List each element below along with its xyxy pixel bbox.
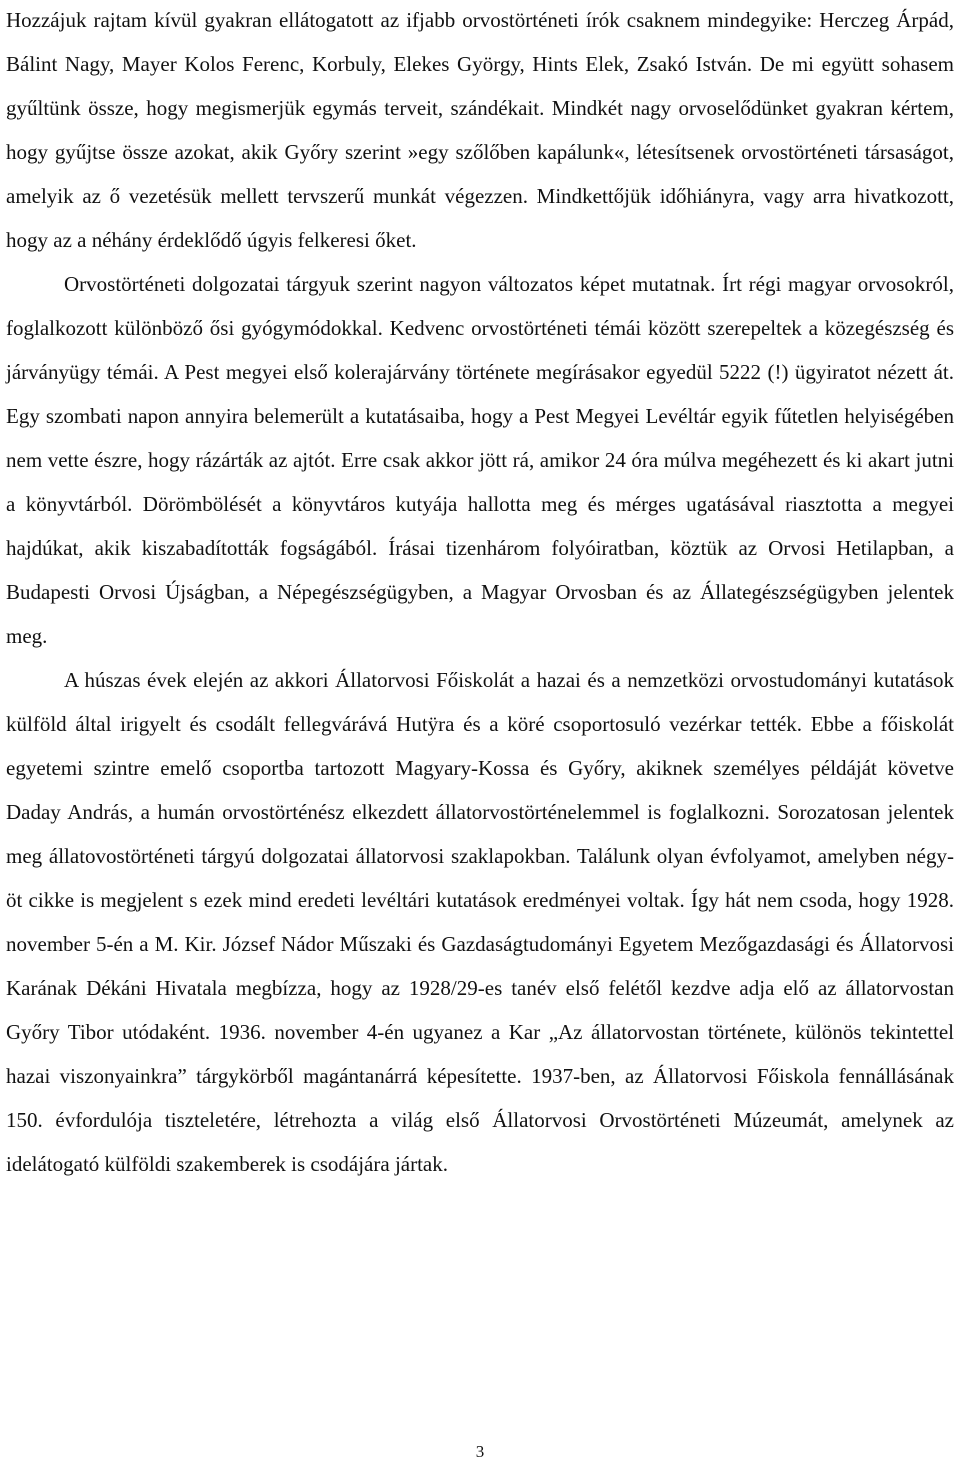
paragraph-3: A húszas évek elején az akkori Állatorvosi Főiskolát a hazai és a nemzetközi orvostudományi kutatások külföld által irigyelt és csodált fellegvárává Hutÿra és a köré csoportosuló vezérkar tették. Ebbe a főiskolát egyetemi szintre emelő csoportba tartozott Magyary-Kossa és Győry, akiknek személyes példáját követve Daday András, a humán orvostörténész elkezdett állatorvostörténelemmel is foglalkozni. Sorozatosan jelentek meg állatovostörténeti tárgyú dolgozatai állatorvosi szaklapokban. Találunk olyan évfolyamot, amelyben négy-öt cikke is megjelent s ezek mind eredeti levéltári kutatások eredményei voltak. Így hát nem csoda, hogy 1928. november 5-én a M. Kir. József Nádor Műszaki és Gazdaságtudományi Egyetem Mezőgazdasági és Állatorvosi Karának Dékáni Hivatala megbízza, hogy az 1928/29-es tanév első felétől kezdve adja elő az állatorvostan Győry Tibor utódaként. 1936. november 4-én ugyanez a Kar „Az állatorvostan története, különös tekintettel hazai viszonyainkra” tárgykörből magántanárrá képesítette. 1937-ben, az Állatorvosi Főiskola fennállásának 150. évfordulója tiszteletére, létrehozta a világ első Állatorvosi Orvostörténeti Múzeumát, amelynek az idelátogató külföldi szakemberek is csodájára jártak. (6, 668, 954, 1176)
paragraph-1: Hozzájuk rajtam kívül gyakran ellátogatott az ifjabb orvostörténeti írók csaknem mindegyike: Herczeg Árpád, Bálint Nagy, Mayer Kolos Ferenc, Korbuly, Elekes György, Hints Elek, Zsakó István. De mi együtt sohasem gyűltünk össze, hogy megismerjük egymás terveit, szándékait. Mindkét nagy orvoselődünket gyakran kértem, hogy gyűjtse össze azokat, akik Győry szerint »egy szőlőben kapálunk«, létesítsenek orvostörténeti társaságot, amelyik az ő vezetésük mellett tervszerű munkát végezzen. Mindkettőjük időhiányra, vagy arra hivatkozott, hogy az a néhány érdeklődő úgyis felkeresi őket. (6, 8, 954, 252)
paragraph-2: Orvostörténeti dolgozatai tárgyuk szerint nagyon változatos képet mutatnak. Írt régi magyar orvosokról, foglalkozott különböző ősi gyógymódokkal. Kedvenc orvostörténeti témái között szerepeltek a közegészség és járványügy témái. A Pest megyei első kolerajárvány története megírásakor egyedül 5222 (!) ügyiratot nézett át. Egy szombati napon annyira belemerült a kutatásaiba, hogy a Pest Megyei Levéltár egyik fűtetlen helyiségében nem vette észre, hogy rázárták az ajtót. Erre csak akkor jött rá, amikor 24 óra múlva megéhezett és ki akart jutni a könyvtárból. Dörömbölését a könyvtáros kutyája hallotta meg és mérges ugatásával riasztotta a megyei hajdúkat, akik kiszabadították fogságából. Írásai tizenhárom folyóiratban, köztük az Orvosi Hetilapban, a Budapesti Orvosi Újságban, a Népegészségügyben, a Magyar Orvosban és az Állategészségügyben jelentek meg. (6, 272, 954, 648)
document-body (6, 0, 954, 1186)
page-number: 3 (475, 1442, 485, 1461)
